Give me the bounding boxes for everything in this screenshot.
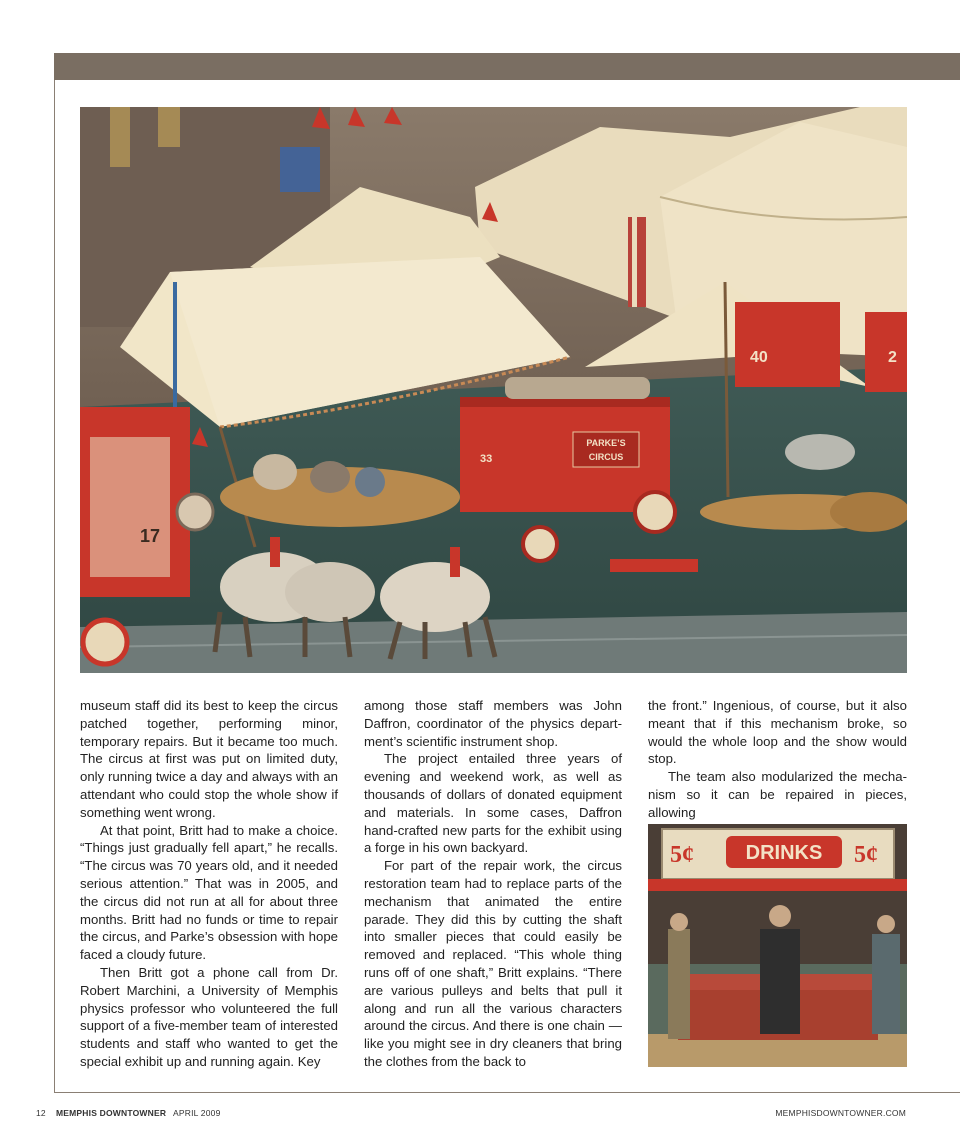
paragraph: Then Britt got a phone call from Dr. Robert Marchini, a University of Memphis physics professor who volunteered the full support of a five-member team of interested students and staff who wanted to get the special exhibit up and running again. Key (80, 964, 338, 1069)
website-url: MEMPHISDOWNTOWNER.COM (775, 1108, 906, 1118)
paragraph: For part of the repair work, the circus restoration team had to replace parts of the mechanism that animated the entire parade. They did this by cutting the shaft into smaller pieces that could easily be removed and replaced. “This whole thing runs off of one shaft,” Britt explains. “There are various pulleys and belts that pull it along and run all the various characters around the circus. And there is one chain — like you might see in dry cleaners that bring the clothes from the back to (364, 858, 622, 1069)
wagon-sign-parkes: PARKE’S (586, 438, 626, 448)
drinks-stand-photo (648, 824, 907, 1067)
wagon-number-17: 17 (140, 526, 161, 546)
magazine-name: MEMPHIS DOWNTOWNER (56, 1108, 167, 1118)
page-number: 12 (36, 1108, 46, 1118)
header-band (54, 53, 960, 80)
article-column-1 (80, 697, 338, 1071)
price-right: 5¢ (854, 842, 878, 868)
issue-date: APRIL 2009 (173, 1108, 221, 1118)
paragraph: museum staff did its best to keep the circus patched together, performing minor, temporary repairs. But it became too much. The circus at first was put on limited duty, only running twice a day and always with an attendant who could stop the whole show if something went wrong. (80, 698, 338, 820)
page-footer (0, 1108, 960, 1122)
paragraph: At that point, Britt had to make a choice. “Things just gradually fell apart,” he recalls. “The circus was 70 years old, and it needed serious attention.” That was in 2005, and the circus did not run at all for about three months. Britt had no funds or time to repair the circus, and Parke’s obsession with hope faced a cloudy future. (80, 822, 338, 963)
drinks-sign-label: DRINKS (745, 842, 823, 864)
paragraph: the front.” Ingenious, of course, but it also meant that if this mechanism broke, so would the whole loop and the show would stop. (648, 698, 907, 767)
article-column-3 (648, 697, 907, 822)
paragraph: among those staff members was John Daffron, coordinator of the physics depart-ment’s scientific instrument shop. (364, 698, 622, 749)
wagon-number-33: 33 (480, 453, 493, 465)
wagon-number-2: 2 (888, 349, 897, 366)
wagon-sign-circus: CIRCUS (588, 452, 624, 462)
article-column-2 (364, 697, 622, 1071)
circus-diorama-photo (80, 107, 907, 673)
wagon-number-40: 40 (750, 349, 768, 366)
price-left: 5¢ (670, 842, 694, 868)
paragraph: The team also modularized the mecha-nism so it can be repaired in pieces, allowing (648, 769, 907, 820)
paragraph: The project entailed three years of evening and weekend work, as well as thousands of dollars of donated equipment and materials. In some cases, Daffron hand-crafted new parts for the exhibit using a forge in his own backyard. (364, 751, 622, 856)
